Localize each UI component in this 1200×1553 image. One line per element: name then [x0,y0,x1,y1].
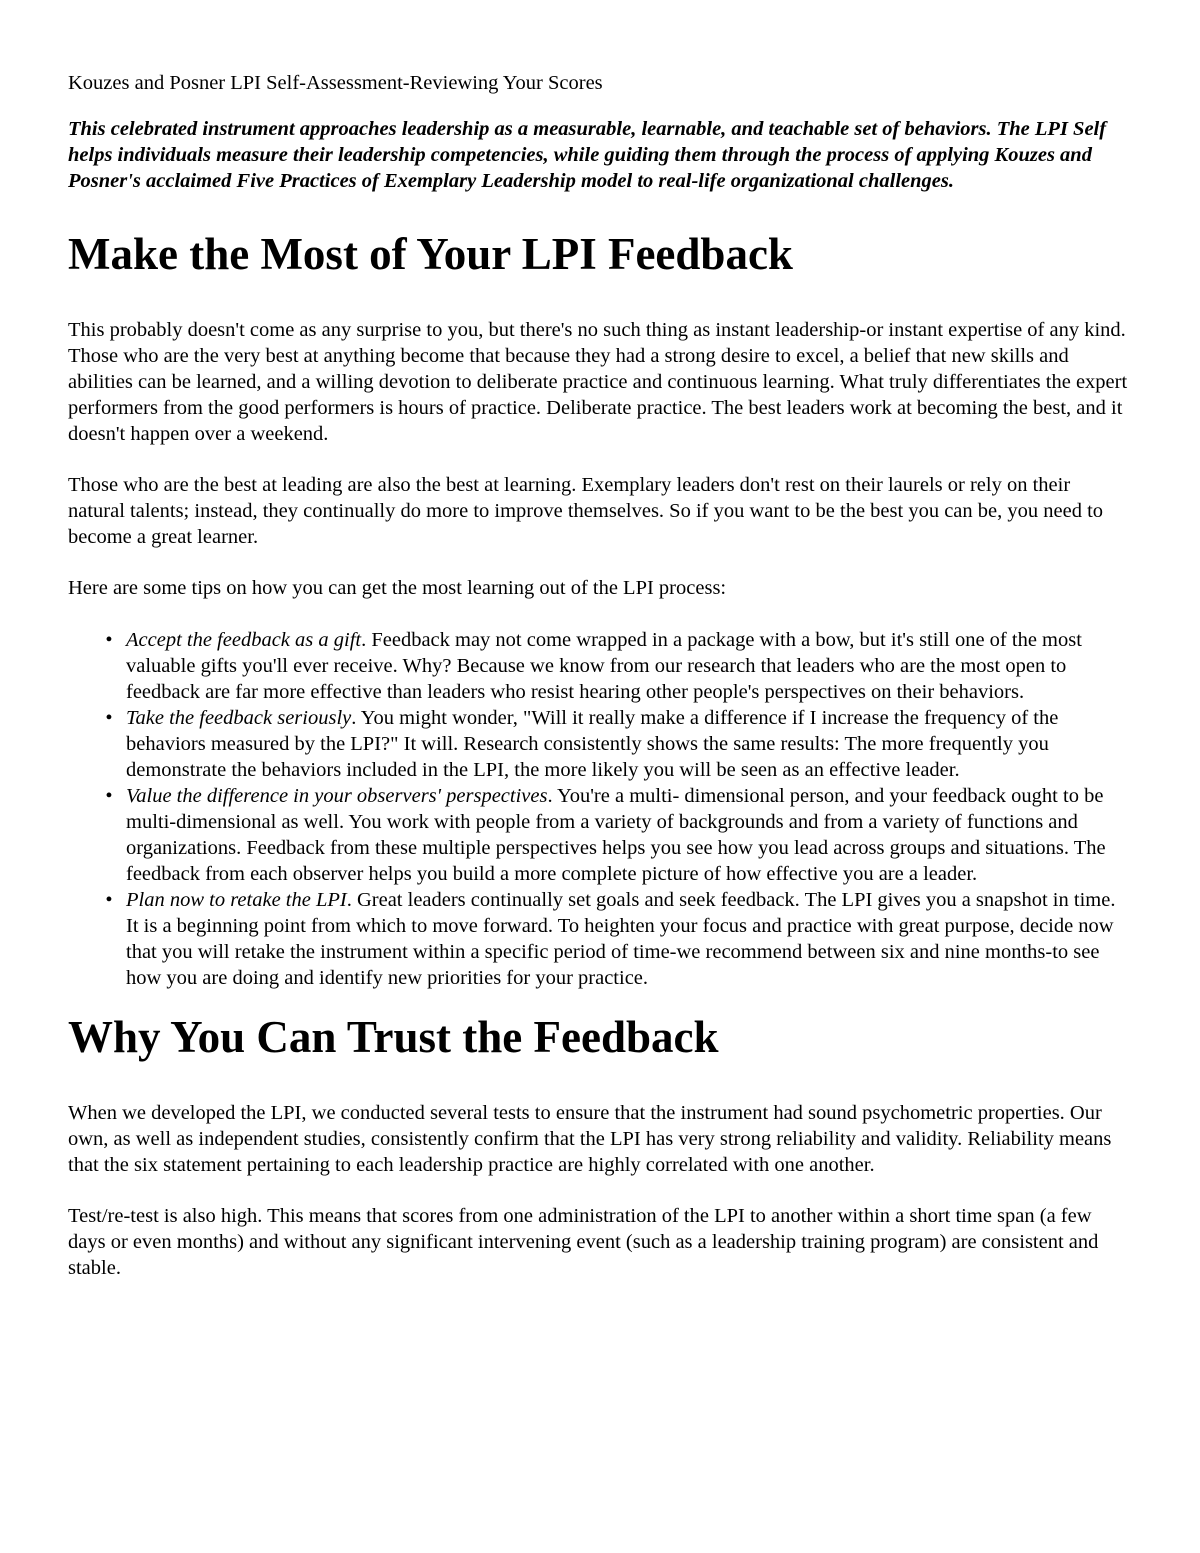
paragraph: Test/re-test is also high. This means that scores from one administration of the LPI to another within a short time span (a few days or even months) and without any significant intervening event (such as a leadership training program) are consistent and stable. [68,1205,1099,1279]
tip-text: . You might wonder, "Will it really make a difference if I increase the frequency of the behaviors measured by the LPI?" It will. Research consistently shows the same results: The more frequently you demonstrate the behaviors included in the LPI, the more likely you will be seen as an effective leader. [126,707,1059,781]
bullet-icon: • [105,889,113,911]
tip-text: . Great leaders continually set goals and seek feedback. The LPI gives you a snapshot in time. It is a beginning point from which to move forward. To heighten your focus and practice with great purpose, decide now that you will retake the instrument within a specific period of time-we recommend between six and nine months-to see how you are doing and identify new priorities for your practice. [126,889,1116,989]
bullet-icon: • [105,629,113,651]
tip-lead: Accept the feedback as a gift [126,629,362,651]
bullet-icon: • [105,785,113,807]
document-body [68,70,1132,1281]
tip-lead: Take the feedback seriously [126,707,352,729]
tip-lead: Value the difference in your observers' perspectives [126,785,548,807]
list-item [105,783,1132,887]
paragraph: Here are some tips on how you can get the most learning out of the LPI process: [68,577,727,599]
tip-lead: Plan now to retake the LPI [126,889,347,911]
tip-text: . Feedback may not come wrapped in a package with a bow, but it's still one of the most valuable gifts you'll ever receive. Why? Because we know from our research that leaders who are the most open to feedback are far more effective than leaders who resist hearing other people's perspectives on their behaviors. [126,629,1082,703]
paragraph: Those who are the best at leading are also the best at learning. Exemplary leaders don't rest on their laurels or rely on their natural talents; instead, they continually do more to improve themselves. So if you want to be the best you can be, you need to become a great learner. [68,474,1104,548]
section-heading-trust: Why You Can Trust the Feedback [68,1012,719,1062]
tip-text: . You're a multi- dimensional person, and your feedback ought to be multi-dimensional as well. You work with people from a variety of backgrounds and from a variety of functions and organizations. Feedback from these multiple perspectives helps you see how you lead across groups and situations. The feedback from each observer helps you build a more complete picture of how effective you are a leader. [126,785,1106,885]
paragraph: This probably doesn't come as any surprise to you, but there's no such thing as instant leadership-or instant expertise of any kind. Those who are the very best at anything become that because they had a strong desire to excel, a belief that new skills and abilities can be learned, and a willing devotion to deliberate practice and continuous learning. What truly differentiates the expert performers from the good performers is hours of practice. Deliberate practice. The best leaders work at becoming the best, and it doesn't happen over a weekend. [68,319,1128,445]
tips-list [68,627,1132,991]
list-item [105,627,1132,705]
bullet-icon: • [105,707,113,729]
paragraph: When we developed the LPI, we conducted several tests to ensure that the instrument had sound psychometric properties. Our own, as well as independent studies, consistently confirm that the LPI has very strong reliability and validity. Reliability means that the six statement pertaining to each leadership practice are highly correlated with one another. [68,1102,1112,1176]
document-title: Kouzes and Posner LPI Self-Assessment-Reviewing Your Scores [68,72,603,94]
list-item [105,887,1132,991]
intro-paragraph: This celebrated instrument approaches leadership as a measurable, learnable, and teachable set of behaviors. The LPI Self helps individuals measure their leadership competencies, while guiding them through the process of applying Kouzes and Posner's acclaimed Five Practices of Exemplary Leadership model to real-life organizational challenges. [68,118,1107,192]
list-item [105,705,1132,783]
section-heading-feedback: Make the Most of Your LPI Feedback [68,229,793,279]
